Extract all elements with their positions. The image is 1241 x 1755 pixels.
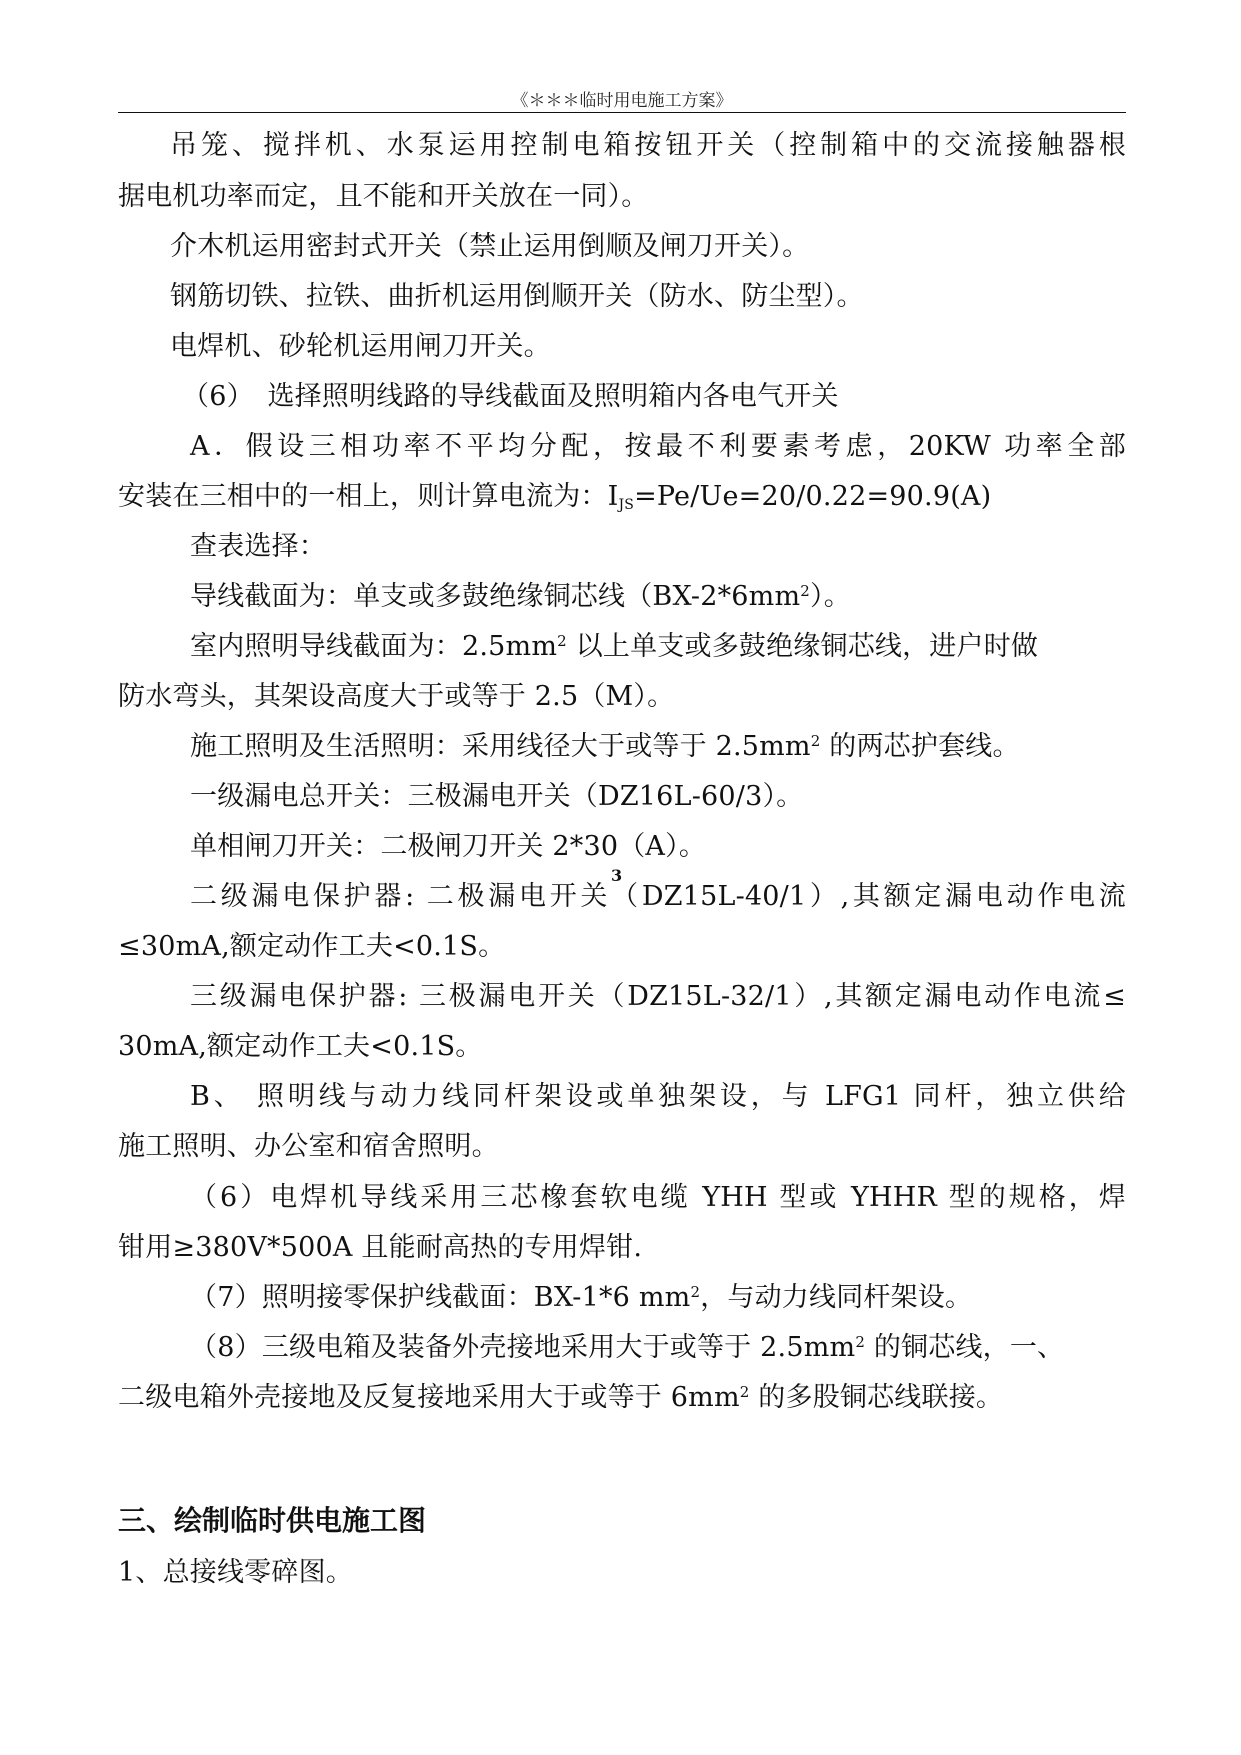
paragraph-line: 据电机功率而定，且不能和开关放在一同）。 (118, 181, 649, 212)
paragraph-line: ≤30mA,额定动作工夫<0.1S。 (118, 931, 506, 962)
page-header: 《＊＊＊临时用电施工方案》 (511, 91, 733, 111)
paragraph-line: 30mA,额定动作工夫<0.1S。 (118, 1031, 483, 1062)
text-run: 导线截面为：单支或多鼓绝缘铜芯线（BX-2*6mm (190, 581, 801, 612)
paragraph-line: 钢筋切铁、拉铁、曲折机运用倒顺开关（防水、防尘型）。 (170, 281, 864, 312)
text-run: ，与动力线同杆架设。 (700, 1282, 973, 1313)
paragraph-line: 施工照明、办公室和宿舍照明。 (118, 1131, 499, 1162)
paragraph-line (118, 1380, 1126, 1416)
paragraph-line: 吊笼、搅拌机、水泵运用控制电箱按钮开关（控制箱中的交流接触器根 (170, 130, 1126, 161)
superscript: 2 (739, 1383, 750, 1401)
paragraph-line: 三级漏电保护器: 三极漏电开关（DZ15L-32/1）,其额定漏电动作电流≤ (190, 981, 1126, 1012)
text-run: （7）照明接零保护线截面：BX-1*6 mm (190, 1282, 691, 1313)
section-heading: 三、绘制临时供电施工图 (118, 1504, 427, 1537)
text-run: ）。 (810, 581, 851, 612)
header-rule (118, 112, 1126, 113)
paragraph-line (118, 579, 1126, 615)
paragraph-line: 查表选择： (190, 531, 326, 562)
paragraph-line (118, 1280, 1126, 1316)
text-run: =Pe/Ue=20/0.22=90.9(A) (634, 481, 992, 512)
text-run: 施工照明及生活照明：采用线径大于或等于 2.5mm (190, 731, 811, 762)
superscript: 2 (557, 632, 567, 650)
text-run: 二级电箱外壳接地及反复接地采用大于或等于 6mm (118, 1382, 740, 1413)
paragraph-line (118, 479, 1126, 523)
paragraph-line: B、 照明线与动力线同杆架设或单独架设，与 LFG1 同杆，独立供给 (190, 1081, 1126, 1112)
paragraph-line: 单相闸刀开关：二极闸刀开关 2*30（A）。 (190, 831, 707, 862)
paragraph-line: （6）电焊机导线采用三芯橡套软电缆 YHH 型或 YHHR 型的规格，焊 (190, 1182, 1126, 1213)
text-run: 的多股铜芯线联接。 (749, 1382, 1004, 1413)
text-run: 以上单支或多鼓绝缘铜芯线，进户时做 (566, 631, 1039, 662)
text-run: 的两芯护套线。 (820, 731, 1020, 762)
superscript: 2 (690, 1283, 701, 1301)
page-number: 3 (611, 866, 623, 885)
text-run: 安装在三相中的一相上，则计算电流为：I (118, 481, 619, 512)
list-item: 1、总接线零碎图。 (118, 1557, 353, 1588)
superscript: 2 (800, 582, 811, 600)
paragraph-line (118, 729, 1126, 765)
paragraph-line: （6） 选择照明线路的导线截面及照明箱内各电气开关 (182, 381, 839, 412)
paragraph-line: 电焊机、砂轮机运用闸刀开关。 (170, 331, 551, 362)
subscript: JS (618, 497, 635, 513)
paragraph-line: 钳用≥380V*500A 且能耐高热的专用焊钳. (118, 1232, 643, 1263)
superscript: 2 (810, 732, 821, 750)
superscript: 2 (855, 1333, 866, 1351)
paragraph-line (118, 1330, 1126, 1366)
paragraph-line: 防水弯头，其架设高度大于或等于 2.5（M）。 (118, 681, 675, 712)
text-run: 室内照明导线截面为：2.5mm (190, 631, 558, 662)
paragraph-line: 一级漏电总开关：三极漏电开关（DZ16L-60/3）。 (190, 781, 804, 812)
text-run: 的铜芯线，一、 (865, 1332, 1065, 1363)
text-run: （8）三级电箱及装备外壳接地采用大于或等于 2.5mm (190, 1332, 856, 1363)
paragraph-line: 介木机运用密封式开关（禁止运用倒顺及闸刀开关）。 (170, 231, 810, 262)
paragraph-line: A．假设三相功率不平均分配，按最不利要素考虑，20KW 功率全部 (190, 431, 1126, 462)
paragraph-line: 二级漏电保护器: 二极漏电开关（DZ15L-40/1）,其额定漏电动作电流 (190, 881, 1126, 912)
paragraph-line (118, 629, 1126, 665)
